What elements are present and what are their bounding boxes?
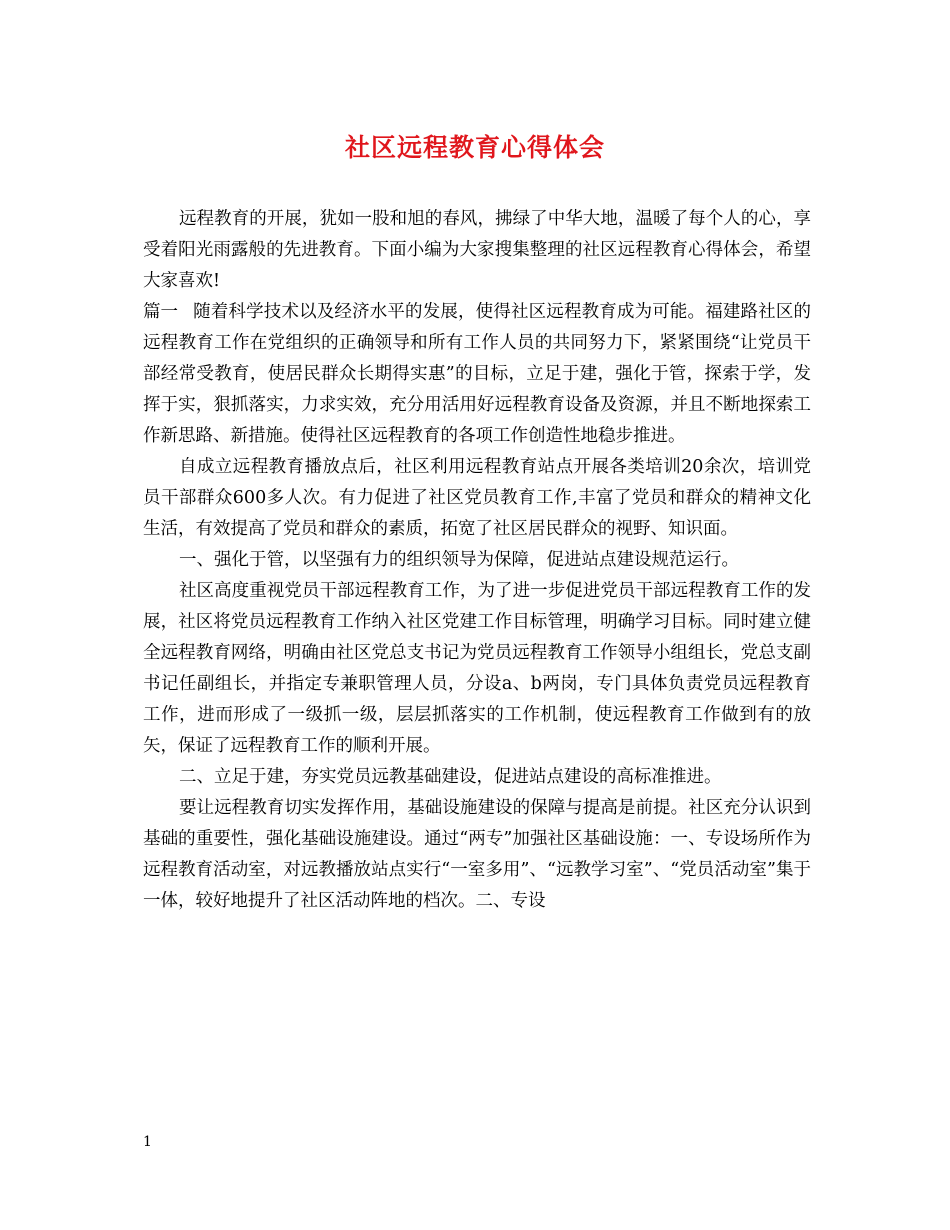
section-label: 篇一 (143, 302, 178, 322)
section-one-paragraph (143, 297, 811, 452)
management-paragraph: 社区高度重视党员干部远程教育工作，为了进一步促进党员干部远程教育工作的发展，社区将党员远程教育工作纳入社区党建工作目标管理，明确学习目标。同时建立健全远程教育网络，明确由社区党总支书记为党员远程教育工作领导小组组长，党总支副书记任副组长，并指定专兼职管理人员，分设a、b两岗，专门具体负责党员远程教育工作，进而形成了一级抓一级，层层抓落实的工作机制，使远程教育工作做到有的放矢，保证了远程教育工作的顺利开展。 (143, 581, 811, 756)
section-one-text: 随着科学技术以及经济水平的发展，使得社区远程教育成为可能。福建路社区的远程教育工作在党组织的正确领导和所有工作人员的共同努力下，紧紧围绕“让党员干部经常受教育，使居民群众长期得实惠”的目标，立足于建，强化于管，探索于学，发挥于实，狠抓落实，力求实效，充分用活用好远程教育设备及资源，并且不断地探索工作新思路、新措施。使得社区远程教育的各项工作创造性地稳步推进。 (143, 302, 811, 446)
page-number: 1 (143, 1134, 152, 1150)
heading-two: 二、立足于建，夯实党员远教基础建设，促进站点建设的高标准推进。 (179, 767, 722, 787)
document-title: 社区远程教育心得体会 (344, 133, 605, 162)
intro-paragraph: 远程教育的开展，犹如一股和旭的春风，拂绿了中华大地，温暖了每个人的心，享受着阳光雨露般的先进教育。下面小编为大家搜集整理的社区远程教育心得体会，希望大家喜欢! (143, 209, 811, 291)
training-paragraph: 自成立远程教育播放点后，社区利用远程教育站点开展各类培训20余次，培训党员干部群众600多人次。有力促进了社区党员教育工作,丰富了党员和群众的精神文化生活，有效提高了党员和群众的素质，拓宽了社区居民群众的视野、知识面。 (143, 457, 811, 539)
heading-one: 一、强化于管，以坚强有力的组织领导为保障，促进站点建设规范运行。 (179, 550, 739, 570)
document-body (143, 204, 811, 917)
infrastructure-paragraph: 要让远程教育切实发挥作用，基础设施建设的保障与提高是前提。社区充分认识到基础的重要性，强化基础设施建设。通过“两专”加强社区基础设施：一、专设场所作为远程教育活动室，对远教播放站点实行“一室多用”、“远教学习室”、“党员活动室”集于一体，较好地提升了社区活动阵地的档次。二、专设 (143, 798, 811, 911)
